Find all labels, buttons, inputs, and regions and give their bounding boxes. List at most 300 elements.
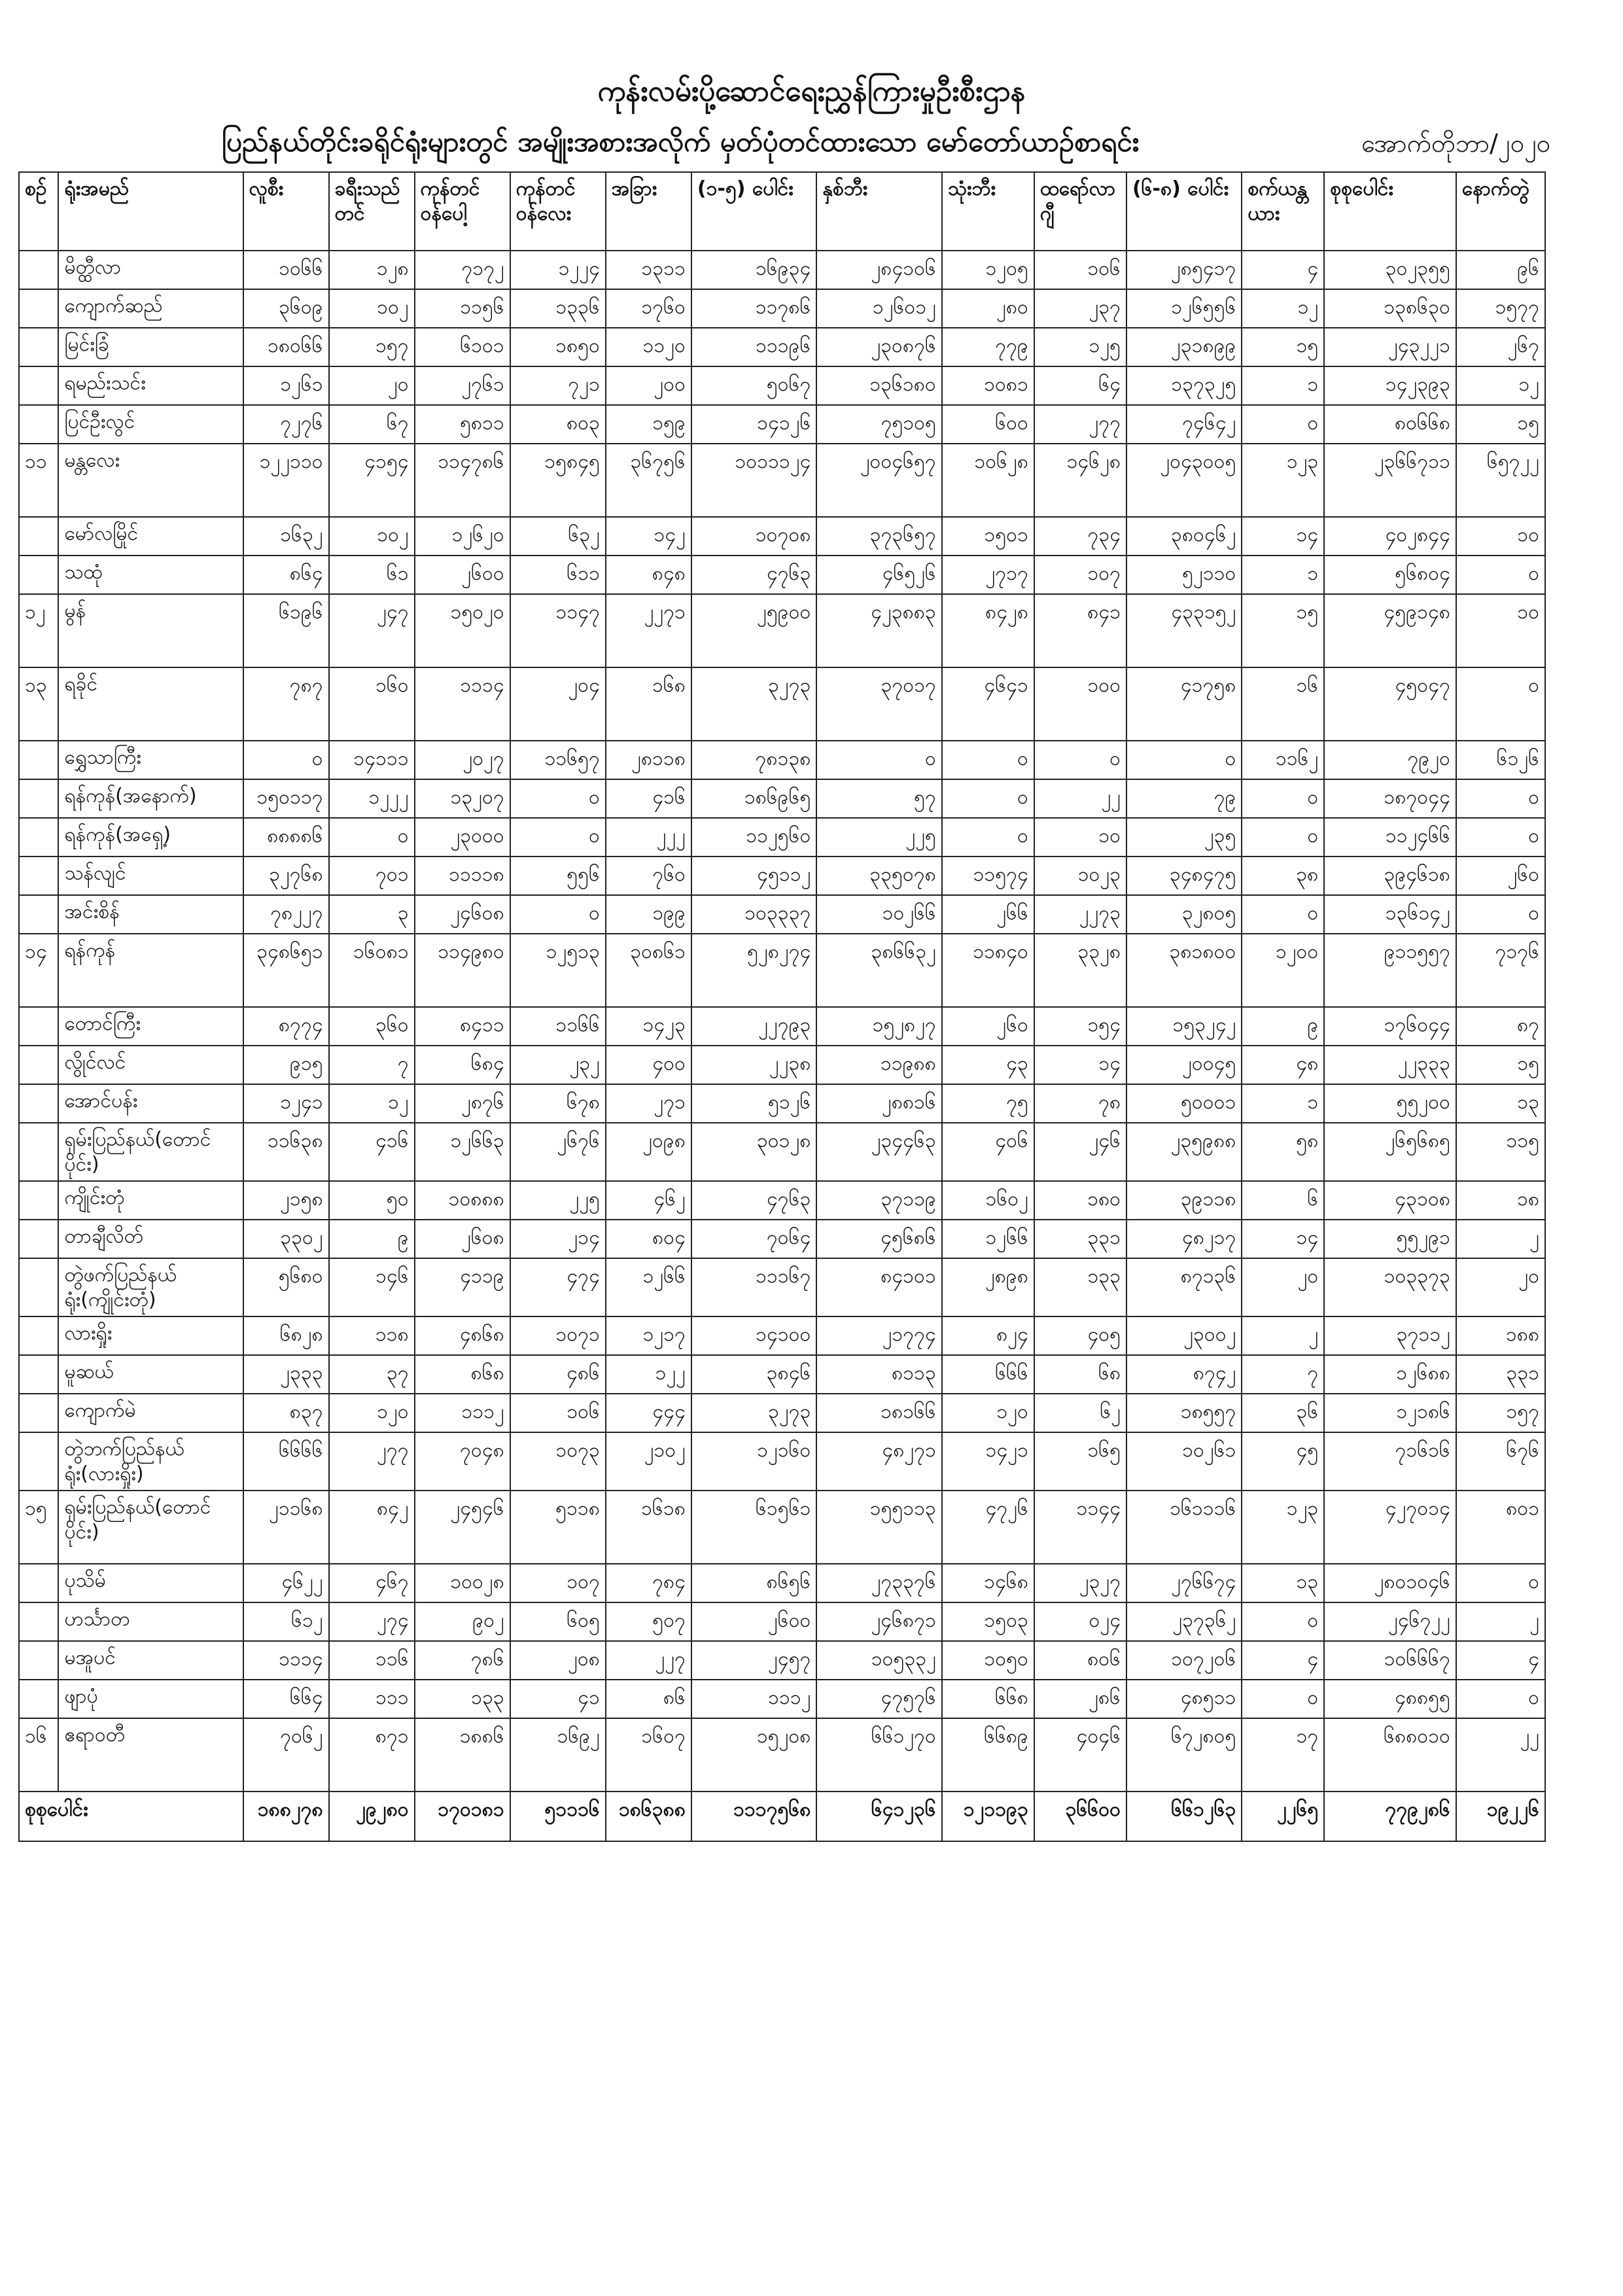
office-name: ဟင်္သာတ — [58, 1602, 243, 1641]
cell-value: ၀ — [510, 818, 606, 857]
cell-value: ၀ — [1242, 1602, 1324, 1641]
table-row — [19, 594, 1545, 667]
cell-value: ၄၀၆ — [942, 1123, 1034, 1181]
table-row — [19, 895, 1545, 934]
cell-value: ၇၆၀ — [606, 857, 691, 895]
cell-value: ၇၀၆၂ — [243, 1718, 329, 1792]
cell-value: ၁၂၃ — [1242, 1491, 1324, 1564]
cell-value: ၅၀ — [329, 1181, 415, 1220]
cell-value: ၁၈၆၉၆၅ — [691, 779, 816, 818]
cell-value: ၃၈၄၆ — [691, 1355, 816, 1394]
cell-value: ၁၆၀ — [329, 667, 415, 741]
cell-value: ၄၃ — [942, 1046, 1034, 1084]
cell-value: ၁၁၁ — [329, 1680, 415, 1718]
office-name: မန္တလေး — [58, 444, 243, 517]
cell-value: ၃၃၅၀၇၈ — [816, 857, 941, 895]
table-row — [19, 741, 1545, 779]
cell-value: ၄၅၉၁၄၈ — [1324, 594, 1456, 667]
cell-value: ၂၈၉၈ — [942, 1258, 1034, 1316]
cell-value: ၁၈၈ — [1456, 1316, 1545, 1355]
cell-value: ၀ — [1034, 741, 1126, 779]
office-name: ပြင်ဦးလွင် — [58, 405, 243, 444]
cell-value: ၂၀၀ — [606, 366, 691, 405]
cell-value: ၃၃၂၈ — [1034, 934, 1126, 1007]
table-row — [19, 517, 1545, 556]
cell-value: ၁၉၉ — [606, 895, 691, 934]
cell-value: ၁၅၇၇ — [1456, 289, 1545, 328]
office-name: လားရှိုး — [58, 1316, 243, 1355]
cell-value: ၁၄ — [1034, 1046, 1126, 1084]
cell-value: ၁၀၀၂၈ — [415, 1564, 510, 1602]
cell-value: ၆၁၂ — [243, 1602, 329, 1641]
cell-value: ၄၆၂ — [606, 1181, 691, 1220]
cell-value: ၆၆၈ — [942, 1680, 1034, 1718]
table-row — [19, 556, 1545, 594]
cell-value: ၂၃၀၀၀ — [415, 818, 510, 857]
cell-value: ၃၃၀၂ — [243, 1220, 329, 1258]
row-serial — [19, 1046, 58, 1084]
cell-value: ၇၂၇၆ — [243, 405, 329, 444]
office-name: မွန် — [58, 594, 243, 667]
office-name: ကျောက်ဆည် — [58, 289, 243, 328]
cell-value: ၂၃၃၃ — [243, 1355, 329, 1394]
cell-value: ၁၂၄၁ — [243, 1084, 329, 1123]
cell-value: ၅၀၇ — [606, 1602, 691, 1641]
cell-value: ၅၅၂၀၀ — [1324, 1084, 1456, 1123]
table-row — [19, 328, 1545, 366]
cell-value: ၁၆၉၂ — [510, 1718, 606, 1792]
table-row — [19, 1680, 1545, 1718]
row-serial — [19, 1007, 58, 1046]
cell-value: ၃၆၀ — [329, 1007, 415, 1046]
row-serial — [19, 1084, 58, 1123]
cell-value: ၁၅၃၂၄၂ — [1126, 1007, 1242, 1046]
cell-value: ၁၀၆၆ — [243, 251, 329, 289]
cell-value: ၁၇၆၀ — [606, 289, 691, 328]
cell-value: ၈၇၇၄ — [243, 1007, 329, 1046]
cell-value: ၈၆ — [606, 1680, 691, 1718]
cell-value: ၁၃၈၆၃၀ — [1324, 289, 1456, 328]
cell-value: ၁၀၅၀ — [942, 1641, 1034, 1680]
cell-value: ၁၀၃၃၇၃ — [1324, 1258, 1456, 1316]
cell-value: ၂၁၁၆၈ — [243, 1491, 329, 1564]
cell-value: ၄၅၆၈၆ — [816, 1220, 941, 1258]
cell-value: ၅၁၁၈ — [510, 1491, 606, 1564]
cell-value: ၁၆ — [1242, 667, 1324, 741]
cell-value: ၅၂၁၁၀ — [1126, 556, 1242, 594]
cell-value: ၄၇၄ — [510, 1258, 606, 1316]
cell-value: ၁၀၇၂၀၆ — [1126, 1641, 1242, 1680]
cell-value: ၁၀၆၆၆၇ — [1324, 1641, 1456, 1680]
office-name: မြင်းခြံ — [58, 328, 243, 366]
cell-value: ၈၄၂ — [329, 1491, 415, 1564]
cell-value: ၆၇၆ — [1456, 1432, 1545, 1491]
cell-value: ၀ — [1242, 818, 1324, 857]
cell-value: ၇၀၄၈ — [415, 1432, 510, 1491]
cell-value: ၂၈၈၁၆ — [816, 1084, 941, 1123]
cell-value: ၄၀၂၈၄၄ — [1324, 517, 1456, 556]
office-name: တွဲဖက်ပြည်နယ်ရုံး(ကျိုင်းတုံ) — [58, 1258, 243, 1316]
cell-value: ၆၀၅ — [510, 1602, 606, 1641]
cell-value: ၁ — [1242, 556, 1324, 594]
cell-value: ၁၅၀၁၁၇ — [243, 779, 329, 818]
cell-value: ၁၀ — [1034, 818, 1126, 857]
cell-value: ၆၇ — [329, 405, 415, 444]
cell-value: ၈၄၂၈ — [942, 594, 1034, 667]
cell-value: ၂၆၀ — [1456, 857, 1545, 895]
table-row — [19, 1491, 1545, 1564]
total-value: ၃၆၆၀၀ — [1034, 1792, 1126, 1841]
cell-value: ၃၄၈၄၇၅ — [1126, 857, 1242, 895]
table-row — [19, 818, 1545, 857]
cell-value: ၃၇၁၁၂ — [1324, 1316, 1456, 1355]
total-value: ၁၂၁၁၉၃ — [942, 1792, 1034, 1841]
cell-value: ၁၂၅၁၃ — [510, 934, 606, 1007]
cell-value: ၆၇၂၈၀၅ — [1126, 1718, 1242, 1792]
total-value: ၂၂၆၅ — [1242, 1792, 1324, 1841]
column-header: သုံးဘီး — [942, 172, 1034, 251]
cell-value: ၄၁၅၄ — [329, 444, 415, 517]
column-header: ထရော်လာဂျီ — [1034, 172, 1126, 251]
cell-value: ၁၁၄၄ — [1034, 1491, 1126, 1564]
cell-value: ၅၀၀၀၁ — [1126, 1084, 1242, 1123]
cell-value: ၉ — [1242, 1007, 1324, 1046]
cell-value: ၁၄ — [1242, 1220, 1324, 1258]
cell-value: ၁၈၅၅၇ — [1126, 1394, 1242, 1432]
cell-value: ၂၅၉၀၀ — [691, 594, 816, 667]
cell-value: ၁၀၆ — [1034, 251, 1126, 289]
cell-value: ၀ — [1242, 895, 1324, 934]
cell-value: ၁၆၀၈၁ — [329, 934, 415, 1007]
cell-value: ၃၈ — [1242, 857, 1324, 895]
cell-value: ၆၂ — [1034, 1394, 1126, 1432]
registration-table — [18, 171, 1546, 1842]
cell-value: ၁၀၇၃ — [510, 1432, 606, 1491]
cell-value: ၇၁၇၆ — [1456, 934, 1545, 1007]
cell-value: ၁၃ — [1242, 1564, 1324, 1602]
cell-value: ၁၂၀၀ — [1242, 934, 1324, 1007]
cell-value: ၂၃၇ — [1034, 289, 1126, 328]
cell-value: ၄၄၄ — [606, 1394, 691, 1432]
cell-value: ၁၄၂ — [606, 517, 691, 556]
row-serial — [19, 779, 58, 818]
column-header: နှစ်ဘီး — [816, 172, 941, 251]
cell-value: ၂၇၃၃၇၆ — [816, 1564, 941, 1602]
cell-value: ၇၉၂၀ — [1324, 741, 1456, 779]
cell-value: ၄၁၆ — [329, 1123, 415, 1181]
cell-value: ၆၁၁ — [510, 556, 606, 594]
cell-value: ၂၃၀၈၇၆ — [816, 328, 941, 366]
cell-value: ၂၃၆၆၇၁၁ — [1324, 444, 1456, 517]
cell-value: ၃၇၀၁၇ — [816, 667, 941, 741]
cell-value: ၃၂၇၃ — [691, 667, 816, 741]
cell-value: ၇၁၇၂ — [415, 251, 510, 289]
cell-value: ၂၂၃၃၃ — [1324, 1046, 1456, 1084]
cell-value: ၁၂၆၆ — [942, 1220, 1034, 1258]
office-name: ရန်ကုန် — [58, 934, 243, 1007]
cell-value: ၁၁၉၈၈ — [816, 1046, 941, 1084]
cell-value: ၈၈၈၈၆ — [243, 818, 329, 857]
cell-value: ၅၀၆၇ — [691, 366, 816, 405]
cell-value: ၁၂၁၆၀ — [691, 1432, 816, 1491]
office-name: ရန်ကုန်(အနောက်) — [58, 779, 243, 818]
cell-value: ၁၆၉၃၄ — [691, 251, 816, 289]
cell-value: ၁၅ — [1242, 594, 1324, 667]
cell-value: ၂၈၇၆ — [415, 1084, 510, 1123]
cell-value: ၆၈ — [1034, 1355, 1126, 1394]
cell-value: ၁၂၂၄ — [510, 251, 606, 289]
cell-value: ၁၀၂ — [329, 517, 415, 556]
cell-value: ၀ — [1242, 779, 1324, 818]
cell-value: ၁၂ — [1456, 366, 1545, 405]
cell-value: ၈၃၇ — [243, 1394, 329, 1432]
cell-value: ၄၃၃၁၅၂ — [1126, 594, 1242, 667]
cell-value: ၁၅၇ — [329, 328, 415, 366]
cell-value: ၀၂၄ — [1034, 1602, 1126, 1641]
cell-value: ၆၈၂၈ — [243, 1316, 329, 1355]
row-serial — [19, 1181, 58, 1220]
cell-value: ၁၁၁၆၇ — [691, 1258, 816, 1316]
cell-value: ၂၄၆၇၂၂ — [1324, 1602, 1456, 1641]
table-row — [19, 1432, 1545, 1491]
cell-value: ၀ — [1126, 741, 1242, 779]
cell-value: ၈၇ — [1456, 1007, 1545, 1046]
cell-value: ၆၇၈ — [510, 1084, 606, 1123]
cell-value: ၁၁၁၉၆ — [691, 328, 816, 366]
row-serial: ၁၁ — [19, 444, 58, 517]
table-row — [19, 405, 1545, 444]
cell-value: ၂၆၀ — [942, 1007, 1034, 1046]
cell-value: ၂၄၆ — [1034, 1123, 1126, 1181]
cell-value: ၁၈၇၀၄၄ — [1324, 779, 1456, 818]
cell-value: ၁၂၆၆ — [606, 1258, 691, 1316]
table-row — [19, 1316, 1545, 1355]
document-subtitle: ပြည်နယ်တိုင်းခရိုင်ရုံးများတွင် အမျိုးအစားအလိုက် မှတ်ပုံတင်ထားသော မော်တော်ယာဉ်စာရင်း — [221, 126, 1140, 158]
cell-value: ၂၂ — [1034, 779, 1126, 818]
cell-value: ၅၅၂၉၁ — [1324, 1220, 1456, 1258]
cell-value: ၀ — [816, 741, 941, 779]
cell-value: ၂၀၈ — [510, 1641, 606, 1680]
column-header: (၆-၈) ပေါင်း — [1126, 172, 1242, 251]
cell-value: ၁၁၄၉၈၀ — [415, 934, 510, 1007]
cell-value: ၇၈၆ — [415, 1641, 510, 1680]
cell-value: ၂၃၇၃၆၂ — [1126, 1602, 1242, 1641]
cell-value: ၁၅၅၁၁၃ — [816, 1491, 941, 1564]
cell-value: ၇၈၄ — [606, 1564, 691, 1602]
cell-value: ၀ — [329, 818, 415, 857]
cell-value: ၂၃၅၉၈၈ — [1126, 1123, 1242, 1181]
row-serial — [19, 405, 58, 444]
cell-value: ၂၆၇၆ — [510, 1123, 606, 1181]
total-value: ၅၁၁၁၆ — [510, 1792, 606, 1841]
cell-value: ၅၆၈၀၄ — [1324, 556, 1456, 594]
cell-value: ၂၆၅၆၈၅ — [1324, 1123, 1456, 1181]
cell-value: ၄၅၁၁၂ — [691, 857, 816, 895]
cell-value: ၁၀၇ — [1034, 556, 1126, 594]
cell-value: ၀ — [1456, 556, 1545, 594]
column-header: ခရီးသည်တင် — [329, 172, 415, 251]
cell-value: ၃၆၀၉ — [243, 289, 329, 328]
cell-value: ၈၄၁၀၁ — [816, 1258, 941, 1316]
table-row — [19, 1564, 1545, 1602]
cell-value: ၄ — [1242, 251, 1324, 289]
cell-value: ၀ — [510, 895, 606, 934]
cell-value: ၁၂၀၅ — [942, 251, 1034, 289]
cell-value: ၂၂ — [1456, 1718, 1545, 1792]
cell-value: ၈၀၆ — [1034, 1641, 1126, 1680]
row-serial — [19, 1355, 58, 1394]
cell-value: ၂၁၇၇၄ — [816, 1316, 941, 1355]
column-header: စက်ယန္တယား — [1242, 172, 1324, 251]
cell-value: ၃၉၁၁၈ — [1126, 1181, 1242, 1220]
cell-value: ၆၆၁၂၇၀ — [816, 1718, 941, 1792]
cell-value: ၁၁၈၄၀ — [942, 934, 1034, 1007]
cell-value: ၆၁ — [329, 556, 415, 594]
cell-value: ၄၈၈၅၅ — [1324, 1680, 1456, 1718]
cell-value: ၁၂၂ — [606, 1355, 691, 1394]
cell-value: ၄၆၄၁ — [942, 667, 1034, 741]
cell-value: ၀ — [942, 818, 1034, 857]
cell-value: ၇၅ — [942, 1084, 1034, 1123]
cell-value: ၁၁၁၂ — [415, 1394, 510, 1432]
cell-value: ၁၂၈ — [329, 251, 415, 289]
cell-value: ၁၅၄ — [1034, 1007, 1126, 1046]
column-header: စဉ် — [19, 172, 58, 251]
cell-value: ၁၆၅ — [1034, 1432, 1126, 1491]
cell-value: ၁၂၅ — [1034, 328, 1126, 366]
table-row — [19, 251, 1545, 289]
cell-value: ၄၅၀၄၇ — [1324, 667, 1456, 741]
cell-value: ၁၀၂၆၁ — [1126, 1432, 1242, 1491]
row-serial — [19, 818, 58, 857]
cell-value: ၂၃၀၀၂ — [1126, 1316, 1242, 1355]
total-row — [19, 1792, 1545, 1841]
row-serial — [19, 289, 58, 328]
table-row — [19, 1220, 1545, 1258]
cell-value: ၁၃၃၆ — [510, 289, 606, 328]
cell-value: ၂ — [1456, 1220, 1545, 1258]
office-name: မူဆယ် — [58, 1355, 243, 1394]
cell-value: ၂၂၇ — [606, 1641, 691, 1680]
cell-value: ၇၈ — [1034, 1084, 1126, 1123]
cell-value: ၁၀၆၂၈ — [942, 444, 1034, 517]
cell-value: ၅၁၂၆ — [691, 1084, 816, 1123]
cell-value: ၂၀ — [1456, 1258, 1545, 1316]
cell-value: ၃၉၄၆၁၈ — [1324, 857, 1456, 895]
cell-value: ၆၀၀ — [942, 405, 1034, 444]
cell-value: ၃၂၇၆၈ — [243, 857, 329, 895]
cell-value: ၁၄၁၂၆ — [691, 405, 816, 444]
total-value: ၇၇၉၂၈၆ — [1324, 1792, 1456, 1841]
cell-value: ၀ — [1242, 1680, 1324, 1718]
row-serial — [19, 741, 58, 779]
cell-value: ၁၀၀ — [1034, 667, 1126, 741]
cell-value: ၃၄၈၆၅၁ — [243, 934, 329, 1007]
row-serial: ၁၂ — [19, 594, 58, 667]
total-label: စုစုပေါင်း — [19, 1792, 243, 1841]
cell-value: ၁၂၆၈၈ — [1324, 1355, 1456, 1394]
cell-value: ၁၄၂၃၉၃ — [1324, 366, 1456, 405]
cell-value: ၇၂၁ — [510, 366, 606, 405]
cell-value: ၂၀၄ — [510, 667, 606, 741]
cell-value: ၄၆၅၂၆ — [816, 556, 941, 594]
cell-value: ၁၅ — [1456, 405, 1545, 444]
cell-value: ၁၁၄၇၈၆ — [415, 444, 510, 517]
cell-value: ၄၈၆ — [510, 1355, 606, 1394]
cell-value: ၁၁၁၄ — [415, 667, 510, 741]
cell-value: ၂၃၄၄၆၃ — [816, 1123, 941, 1181]
cell-value: ၃၇ — [329, 1355, 415, 1394]
table-row — [19, 1181, 1545, 1220]
cell-value: ၁၄၆၂၈ — [1034, 444, 1126, 517]
cell-value: ၄၈၅၁၁ — [1126, 1680, 1242, 1718]
table-row — [19, 934, 1545, 1007]
cell-value: ၆၁၅၆၁ — [691, 1491, 816, 1564]
office-name: လွိုင်လင် — [58, 1046, 243, 1084]
cell-value: ၁ — [1242, 1084, 1324, 1123]
cell-value: ၁၀၁၁၁၂၄ — [691, 444, 816, 517]
cell-value: ၆၆၈၉ — [942, 1718, 1034, 1792]
cell-value: ၉၀၂ — [415, 1602, 510, 1641]
cell-value: ၆၁၀၁ — [415, 328, 510, 366]
cell-value: ၁၂၆၆၃ — [415, 1123, 510, 1181]
cell-value: ၁၀၂၃ — [1034, 857, 1126, 895]
cell-value: ၀ — [1456, 818, 1545, 857]
cell-value: ၈၀၁ — [1456, 1491, 1545, 1564]
cell-value: ၁၈၀၆၆ — [243, 328, 329, 366]
cell-value: ၁၁၅ — [1456, 1123, 1545, 1181]
cell-value: ၁၁၈ — [329, 1316, 415, 1355]
cell-value: ၄၆၇ — [329, 1564, 415, 1602]
row-serial — [19, 895, 58, 934]
total-value: ၁၁၁၇၅၆၈ — [691, 1792, 816, 1841]
cell-value: ၇၄၆၄၂ — [1126, 405, 1242, 444]
cell-value: ၃၆ — [1242, 1394, 1324, 1432]
table-row — [19, 289, 1545, 328]
cell-value: ၇၁၆၁၆ — [1324, 1432, 1456, 1491]
office-name: တာချီလိတ် — [58, 1220, 243, 1258]
cell-value: ၉ — [329, 1220, 415, 1258]
total-value: ၆၆၁၂၆၃ — [1126, 1792, 1242, 1841]
cell-value: ၂ — [1242, 1316, 1324, 1355]
cell-value: ၀ — [1456, 895, 1545, 934]
row-serial: ၁၄ — [19, 934, 58, 1007]
cell-value: ၇၇၉ — [942, 328, 1034, 366]
cell-value: ၂၆၆ — [942, 895, 1034, 934]
cell-value: ၁၀၈၈၈ — [415, 1181, 510, 1220]
cell-value: ၂၈၆ — [1034, 1680, 1126, 1718]
cell-value: ၂၄၆၀၈ — [415, 895, 510, 934]
cell-value: ၅၈ — [1242, 1123, 1324, 1181]
table-row — [19, 667, 1545, 741]
cell-value: ၄၈၂၇၁ — [816, 1432, 941, 1491]
cell-value: ၈၁၁၃ — [816, 1355, 941, 1394]
cell-value: ၃၆၇၅၆ — [606, 444, 691, 517]
cell-value: ၁၁၄၇ — [510, 594, 606, 667]
cell-value: ၂၆၀၀ — [415, 556, 510, 594]
cell-value: ၁၆၀၂ — [942, 1181, 1034, 1220]
cell-value: ၂၄၅၄၆ — [415, 1491, 510, 1564]
cell-value: ၂၁၄ — [510, 1220, 606, 1258]
column-header: ရုံးအမည် — [58, 172, 243, 251]
cell-value: ၄ — [1456, 1641, 1545, 1680]
cell-value: ၆၅၇၂၂ — [1456, 444, 1545, 517]
cell-value: ၁၂၆၅၅၆ — [1126, 289, 1242, 328]
cell-value: ၆၆၆၆ — [243, 1432, 329, 1491]
cell-value: ၁၁၇၈၆ — [691, 289, 816, 328]
cell-value: ၀ — [243, 741, 329, 779]
cell-value: ၁၁၆၅၇ — [510, 741, 606, 779]
